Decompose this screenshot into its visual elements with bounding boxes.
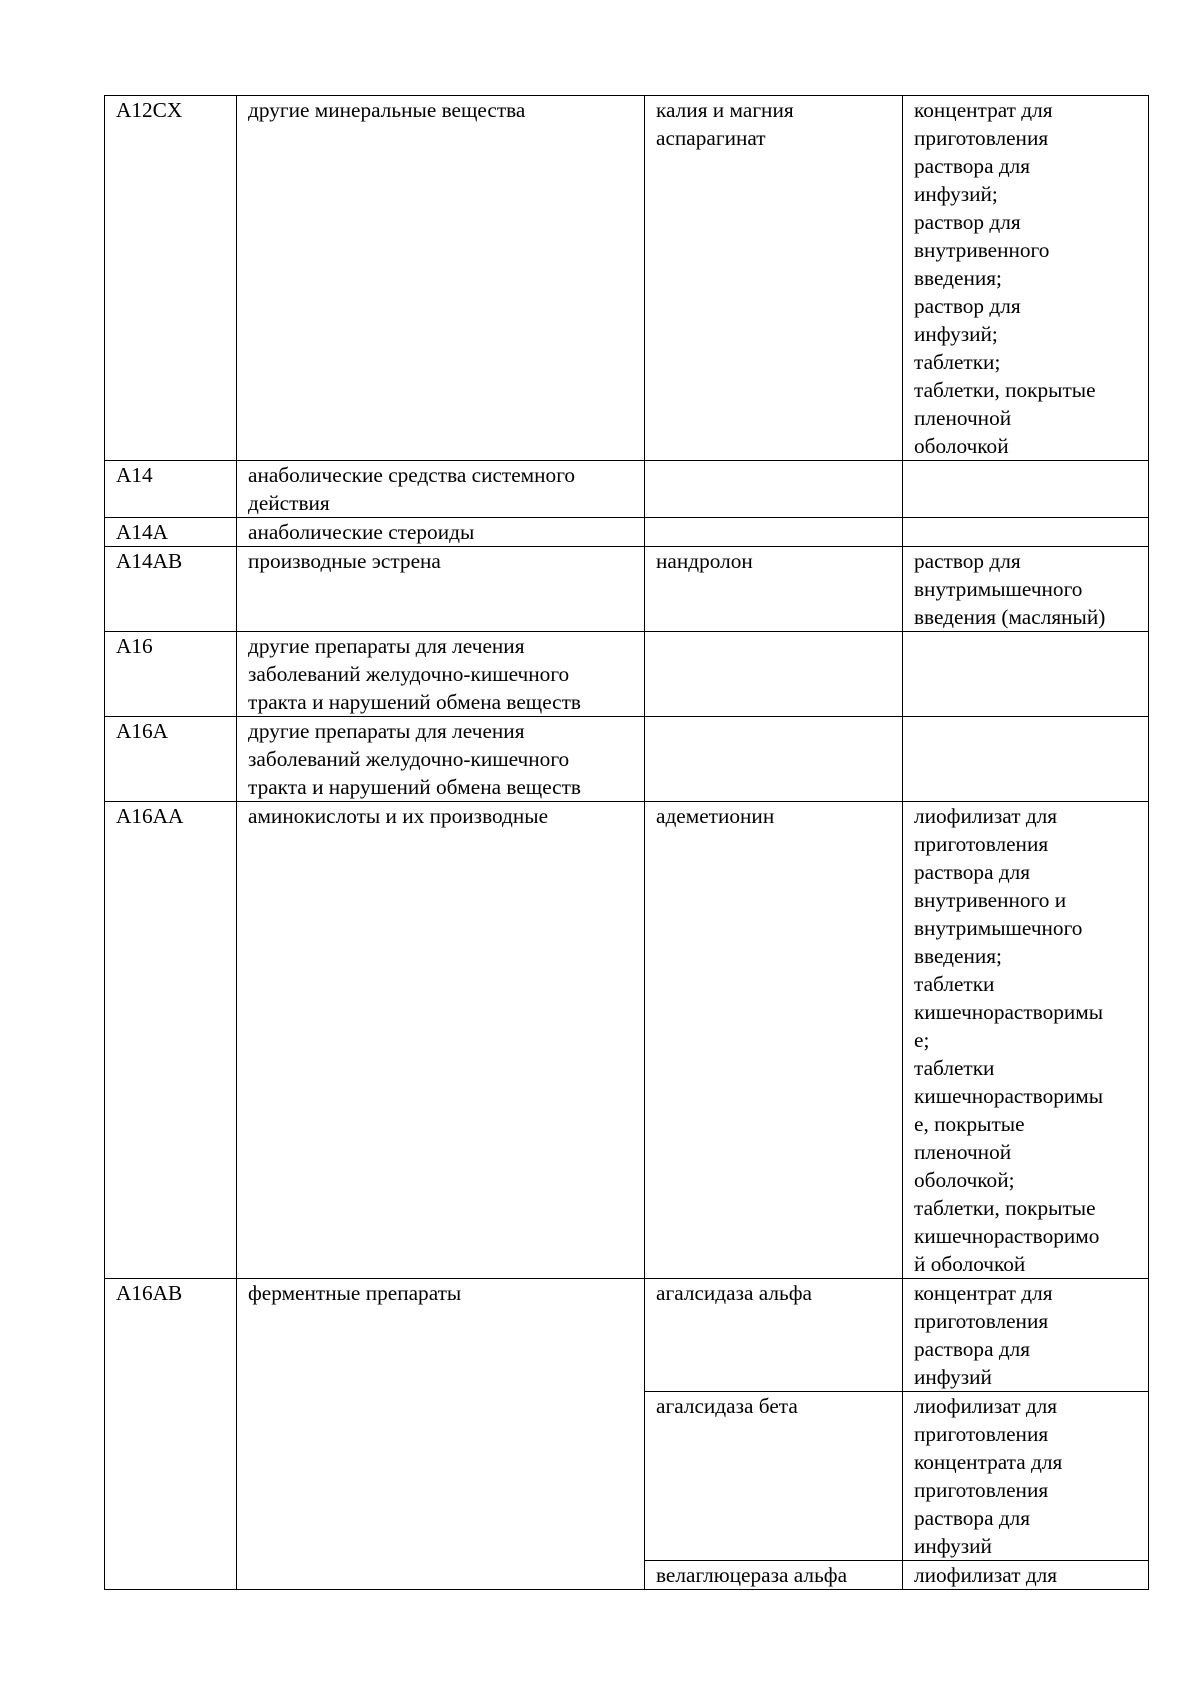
atc-code-cell: A16AA xyxy=(105,802,237,1279)
drug-name-cell: агалсидаза альфа xyxy=(645,1279,903,1392)
dosage-form-cell: раствор для внутримышечного введения (масляный) xyxy=(903,547,1149,632)
drug-table-body xyxy=(105,96,1149,1590)
table-row xyxy=(105,547,1149,632)
anatomical-group-cell: анаболические стероиды xyxy=(237,518,645,547)
dosage-form-cell: лиофилизат для приготовления раствора для внутривенного и внутримышечного введения; таблетки кишечнорастворимы е; таблетки кишечнорастворимы е, покрытые пленочной оболочкой; таблетки, покрытые кишечнорастворимо й оболочкой xyxy=(903,802,1149,1279)
drug-table xyxy=(104,95,1149,1590)
drug-name-cell xyxy=(645,518,903,547)
dosage-form-cell: концентрат для приготовления раствора для инфузий; раствор для внутривенного введения; раствор для инфузий; таблетки; таблетки, покрытые пленочной оболочкой xyxy=(903,96,1149,461)
atc-code-cell: A14AB xyxy=(105,547,237,632)
anatomical-group-cell: другие препараты для лечения заболеваний желудочно-кишечного тракта и нарушений обмена веществ xyxy=(237,717,645,802)
dosage-form-cell: лиофилизат для xyxy=(903,1561,1149,1590)
drug-name-cell xyxy=(645,461,903,518)
atc-code-cell: A16 xyxy=(105,632,237,717)
drug-name-cell: агалсидаза бета xyxy=(645,1392,903,1561)
atc-code-cell: A16AB xyxy=(105,1279,237,1590)
table-row xyxy=(105,717,1149,802)
table-row xyxy=(105,96,1149,461)
anatomical-group-cell: другие препараты для лечения заболеваний желудочно-кишечного тракта и нарушений обмена веществ xyxy=(237,632,645,717)
dosage-form-cell: лиофилизат для приготовления концентрата для приготовления раствора для инфузий xyxy=(903,1392,1149,1561)
anatomical-group-cell: анаболические средства системного действия xyxy=(237,461,645,518)
drug-name-cell xyxy=(645,632,903,717)
atc-code-cell: A16A xyxy=(105,717,237,802)
drug-name-cell xyxy=(645,717,903,802)
table-row xyxy=(105,518,1149,547)
dosage-form-cell xyxy=(903,632,1149,717)
anatomical-group-cell: ферментные препараты xyxy=(237,1279,645,1590)
dosage-form-cell: концентрат для приготовления раствора для инфузий xyxy=(903,1279,1149,1392)
atc-code-cell: A14A xyxy=(105,518,237,547)
drug-name-cell: нандролон xyxy=(645,547,903,632)
dosage-form-cell xyxy=(903,461,1149,518)
atc-code-cell: A14 xyxy=(105,461,237,518)
table-row xyxy=(105,632,1149,717)
drug-name-cell: адеметионин xyxy=(645,802,903,1279)
dosage-form-cell xyxy=(903,518,1149,547)
drug-name-cell: калия и магния аспарагинат xyxy=(645,96,903,461)
dosage-form-cell xyxy=(903,717,1149,802)
table-row xyxy=(105,1279,1149,1392)
atc-code-cell: A12CX xyxy=(105,96,237,461)
table-row xyxy=(105,802,1149,1279)
table-row xyxy=(105,461,1149,518)
anatomical-group-cell: аминокислоты и их производные xyxy=(237,802,645,1279)
anatomical-group-cell: другие минеральные вещества xyxy=(237,96,645,461)
drug-name-cell: велаглюцераза альфа xyxy=(645,1561,903,1590)
anatomical-group-cell: производные эстрена xyxy=(237,547,645,632)
